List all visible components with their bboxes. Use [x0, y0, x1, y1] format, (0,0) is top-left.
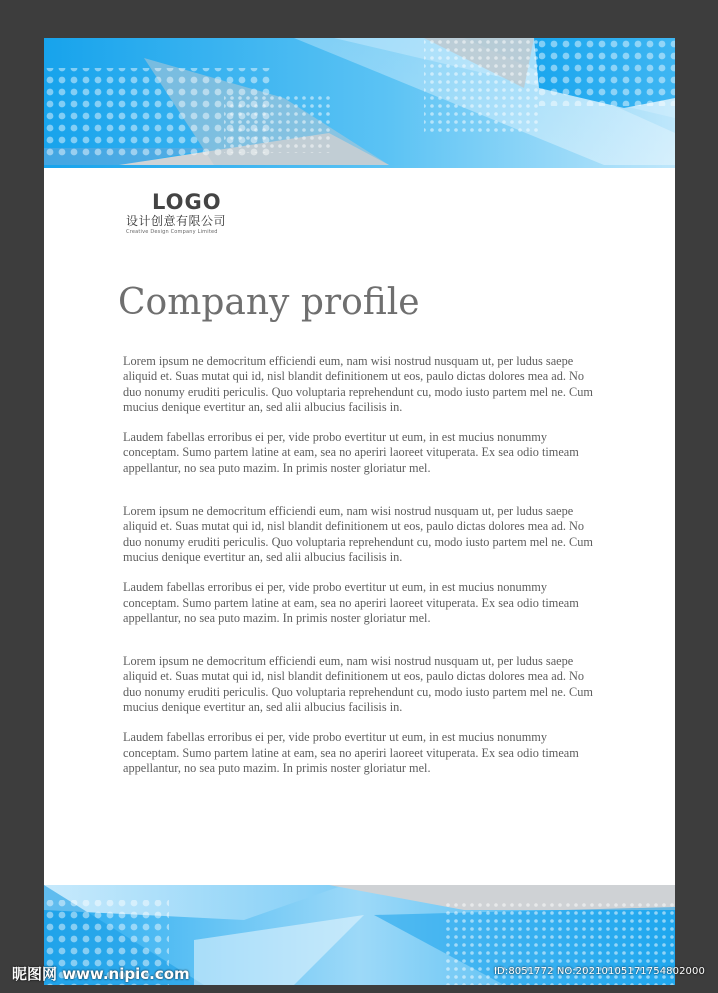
logo-company-name-en: Creative Design Company Limited [126, 229, 218, 235]
letterhead-page [44, 38, 675, 985]
paragraph: Lorem ipsum ne democritum efficiendi eum, nam wisi nostrud nusquam ut, per ludus saepe aliquid et. Suas mutat qui id, nisl blandit definitionem ut eos, paulo dictas dolores mea ad. No duo nonumy eruditi periculis. Quo voluptaria reprehendunt cu, modo iusto partem mel ne. Cum mucius denique evertitur an, sed alii albucius facilisis in. [123, 654, 593, 715]
paragraph: Laudem fabellas erroribus ei per, vide probo evertitur ut eum, in est mucius nonummy conceptam. Sumo partem latine at eam, sea no aperiri laoreet vituperata. Ex sea odio timeam appellantur, no sea puto mazim. In primis noster gloriatur mel. [123, 430, 579, 475]
watermark-site: 昵图网 www.nipic.com [12, 965, 190, 983]
logo-title: LOGO [152, 190, 222, 214]
paragraph: Laudem fabellas erroribus ei per, vide probo evertitur ut eum, in est mucius nonummy conceptam. Sumo partem latine at eam, sea no aperiri laoreet vituperata. Ex sea odio timeam appellantur, no sea puto mazim. In primis noster gloriatur mel. [123, 580, 579, 625]
paragraph: Lorem ipsum ne democritum efficiendi eum, nam wisi nostrud nusquam ut, per ludus saepe aliquid et. Suas mutat qui id, nisl blandit definitionem ut eos, paulo dictas dolores mea ad. No duo nonumy eruditi periculis. Quo voluptaria reprehendunt cu, modo iusto partem mel ne. Cum mucius denique evertitur an, sed alii albucius facilisis in. [123, 504, 593, 564]
watermark-id: ID:8051772 NO:20210105171754802000 [494, 966, 705, 977]
company-logo [126, 190, 256, 235]
body-text [123, 354, 603, 776]
logo-company-name-cn: 设计创意有限公司 [126, 214, 227, 228]
paragraph: Lorem ipsum ne democritum efficiendi eum, nam wisi nostrud nusquam ut, per ludus saepe aliquid et. Suas mutat qui id, nisl blandit definitionem ut eos, paulo dictas dolores mea ad. No duo nonumy eruditi periculis. Quo voluptaria reprehendunt cu, modo iusto partem mel ne. Cum mucius denique evertitur an, sed alii albucius facilisis in. [123, 354, 593, 414]
header-decoration [44, 38, 675, 168]
page-title: Company profile [118, 282, 420, 323]
paragraph: Laudem fabellas erroribus ei per, vide probo evertitur ut eum, in est mucius nonummy conceptam. Sumo partem latine at eam, sea no aperiri laoreet vituperata. Ex sea odio timeam appellantur, no sea puto mazim. In primis noster gloriatur mel. [123, 730, 579, 775]
